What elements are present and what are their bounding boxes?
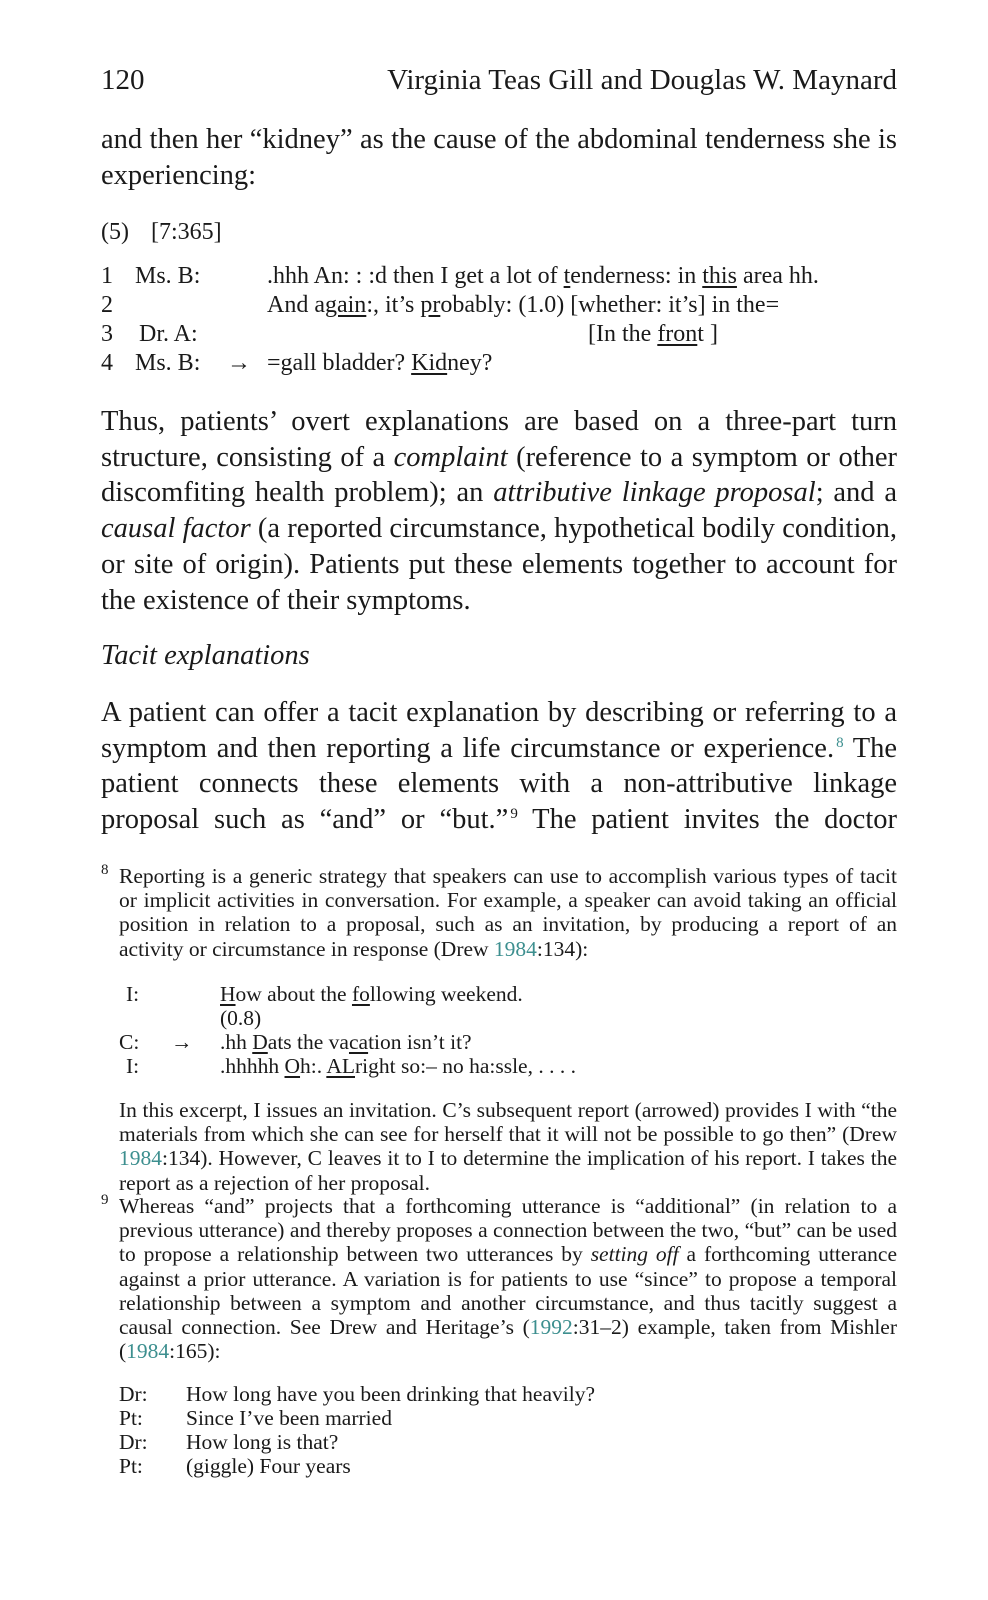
example-number: (5)	[101, 219, 129, 245]
book-page: 120 Virginia Teas Gill and Douglas W. Maynard and then her “kidney” as the cause of the abdominal tenderness she is experiencing: (5) [7:365] 1 Ms. B: .hhh An: : :d then I get a lot of tenderness: in this area hh. 2 And again:, it’s probably: (1.0) [whether: it’s] in the= 3 Dr. A: [In the front ] 4 Ms. B: → =gall bladder? Kidney? Thus, patients’ overt explanations are based on a three-part turn structure, consisting of a complaint (reference to a symptom or other discomfiting health problem); an attributive linkage proposal; and a causal factor (a reported circumstance, hypothetical bodily condition, or site of origin). Patients put these elements together to account for the existence of their symptoms. Tacit explanations A patient can offer a tacit explanation by describing or referring to a symptom and then reporting a life circumstance or experience. $^8$ The patient connects these elements with a non-attributive linkage proposal such as “and” or “but.” $^9$ The patient invites the doctor 8 Reporting is a generic strategy that speakers can use to accomplish various types of tacit or implicit activities in conversation. For example, a speaker can avoid taking an official position in relation to a proposal, such as an invitation, by producing a report of an activity or circumstance in response (Drew 1984:134): I: How about the following weekend. (0.8) C: → .hh Dats the vacation isn’t it? I: .hhhhh Oh:. ALright so:– no ha:ssle, . . . . In this excerpt, I issues an invitation. C’s subsequent report (arrowed) provides I with “the materials from which she can see for herself that it will not be possible to go then” (Drew 1984:134). However, C leaves it to I to determine the implication of his report. I takes the report as a rejection of her proposal. 9 Whereas “and” projects that a forthcoming utterance is “additional” (in relation to a previous utterance) and thereby proposes a connection between the two, “but” can be used to propose a relationship between two utterances by setting off a forthcoming utterance against a prior utterance. A variation is for patients to use “since” to propose a temporal relationship between a symptom and another circumstance, and thus tacitly suggest a causal connection. See Drew and Heritage’s (1992:31–2) example, taken from Mishler (1984:165): Dr: How long have you been drinking that heavily? Pt: Since I’ve been married Dr: How long is that? Pt: (giggle) Four years	[101, 64, 898, 1478]
utterance: [In the front ]	[588, 321, 718, 347]
page-header	[101, 64, 897, 100]
footnote-number-8: 8	[101, 862, 109, 878]
citation-link[interactable]: 1984	[493, 936, 537, 961]
footnote-number-9: 9	[101, 1192, 109, 1208]
utterance: =gall bladder? Kidney?	[267, 350, 493, 376]
footnote-ref-9[interactable]: 9	[510, 806, 518, 823]
paragraph-overt-explanations: Thus, patients’ overt explanations are based on a three-part turn structure, consisting of a complaint (reference to a symptom or other discomfiting health problem); an attributive linkage proposal; and a causal factor (a reported circumstance, hypothetical bodily condition, or site of origin). Patients put these elements together to account for the existence of their symptoms.	[101, 406, 897, 616]
footnote-9: Whereas “and” projects that a forthcoming utterance is “additional” (in relation to a previous utterance) and thereby proposes a connection between the two, “but” can be used to propose a relationship between two utterances by setting off a forthcoming utterance against a prior utterance. A variation is for patients to use “since” to propose a temporal relationship between a symptom and another circumstance, and thus tacitly suggest a causal connection. See Drew and Heritage’s (1992:31–2) example, taken from Mishler (1984:165):	[119, 1194, 897, 1364]
running-head: Virginia Teas Gill and Douglas W. Maynard	[387, 64, 897, 96]
footnote-8: Reporting is a generic strategy that speakers can use to accomplish various types of tacit or implicit activities in conversation. For example, a speaker can avoid taking an official position in relation to a proposal, such as an invitation, by producing a report of an activity or circumstance in response (Drew 1984:134):	[119, 864, 897, 961]
citation-link[interactable]: 1992	[529, 1315, 573, 1340]
utterance: .hhh An: : :d then I get a lot of tenderness: in this area hh.	[267, 263, 819, 289]
paragraph-tacit-explanations: A patient can offer a tacit explanation by describing or referring to a symptom and then reporting a life circumstance or experience. $^8$ The patient connects these elements with a non-attributive linkage proposal such as “and” or “but.” $^9$ The patient invites the doctor	[101, 697, 898, 836]
section-heading: Tacit explanations	[101, 640, 310, 671]
arrow-marker: →	[171, 1030, 193, 1054]
utterance: And again:, it’s probably: (1.0) [whether: it’s] in the=	[267, 292, 780, 318]
page-number: 120	[101, 64, 145, 96]
citation-link[interactable]: 1984	[126, 1339, 170, 1364]
footnote-8-continued: In this excerpt, I issues an invitation. C’s subsequent report (arrowed) provides I with “the materials from which she can see for herself that it will not be possible to go then” (Drew 1984:134). However, C leaves it to I to determine the implication of his report. I takes the report as a rejection of her proposal.	[119, 1098, 897, 1195]
example-label	[101, 219, 244, 246]
arrow-marker: →	[227, 350, 251, 376]
footnote-ref-8[interactable]: 8	[836, 734, 844, 751]
paragraph-intro: and then her “kidney” as the cause of the abdominal tenderness she is experiencing:	[101, 124, 897, 191]
citation-link[interactable]: 1984	[119, 1146, 162, 1171]
example-ref: [7:365]	[150, 219, 222, 245]
